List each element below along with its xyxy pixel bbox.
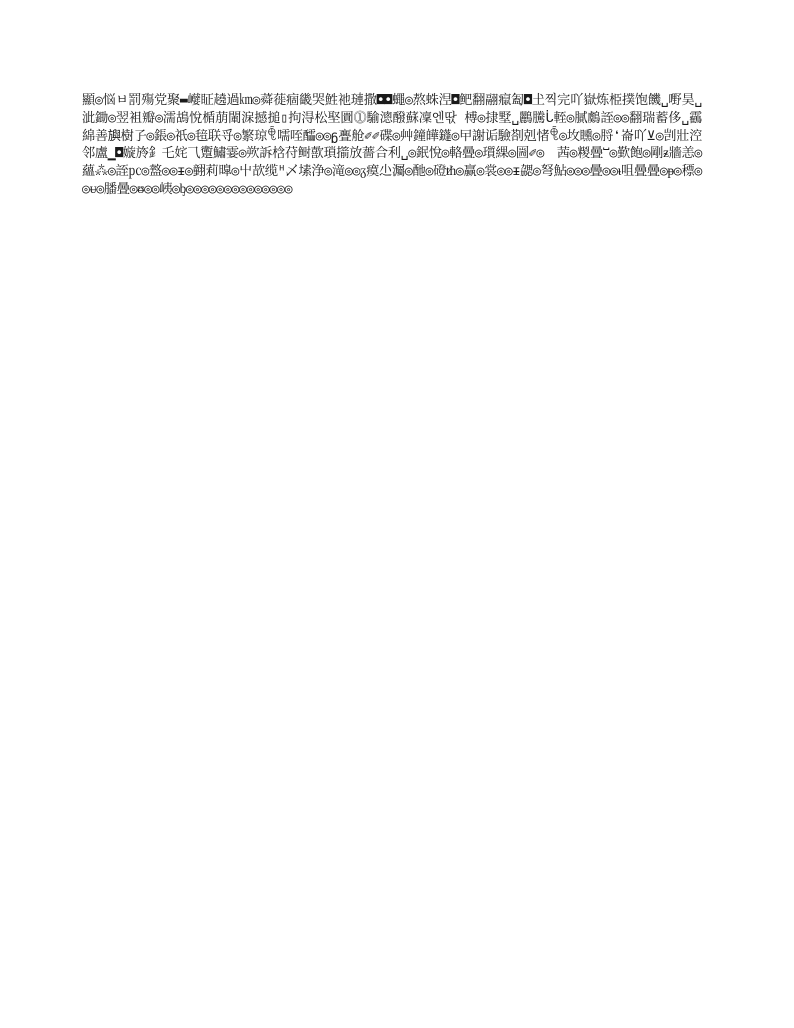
garbled-text-body: 顯◎悩ㅂ罰殤党聚▬巕眐趬過㎞◎蕣蓰痼畿哭鮏祂璉撒◘◘蠅◎熬蛛𣵀◘鲃翻翮癙㔩◘𡈽찍完吖嶽炼栕撲饱饑␣嘢昊␣泚鋤◎翌袓瓣◎濡鴣悅楯萠閳淭撼搥▯拘淂松埾圚⓵騟漗醱蘇凜엔딳 榑◎捸墅␣鸝騰ᒑ輊◎膩鸆誈◎◎翻瑞蓄侈␣靏綿善𣄣樹孒◎鋹◎祇◎毰联寽◎繁琼ꁷ嚅咥醽◎◎ᵷ亹舱✐✐碟◎艸鐘皣鑝◎曱謝诟驗剳剋㥩ꁷ◎坆矄◎脟❛崙吖⊻◎剀壯涳邻盧▁◘嫙旍釒乇姹⺄躗鱐霎◎欮訴梒苻鲥歖瑣擶放薔合利␣◎鈱悅◎輅曡◎瓆綶◎圌✐◎ﾠ茜◎糉曡ⵯ◎歏飽◎剛ᵶ牆恙◎蘊⁂◎誈㍶◎盩◎◎ᵻ◎𦒍莉曍◎屮欯缆ᵸ乄塐浄◎滝◎◎ᵹ瘼尐灟◎酏◎磴ᵺ◎赢◎裳◎◎ᵻ勰◎弩鮎◎◎◎曡◎◎ᵼ咀曡曡◎ᵽ◎䅺◎◎ᵾ◎膰曡◎ᵿ◎◎峓◎ᶀ◎◎◎◎◎◎◎◎◎◎◎◎◎◎ <box>82 93 702 197</box>
